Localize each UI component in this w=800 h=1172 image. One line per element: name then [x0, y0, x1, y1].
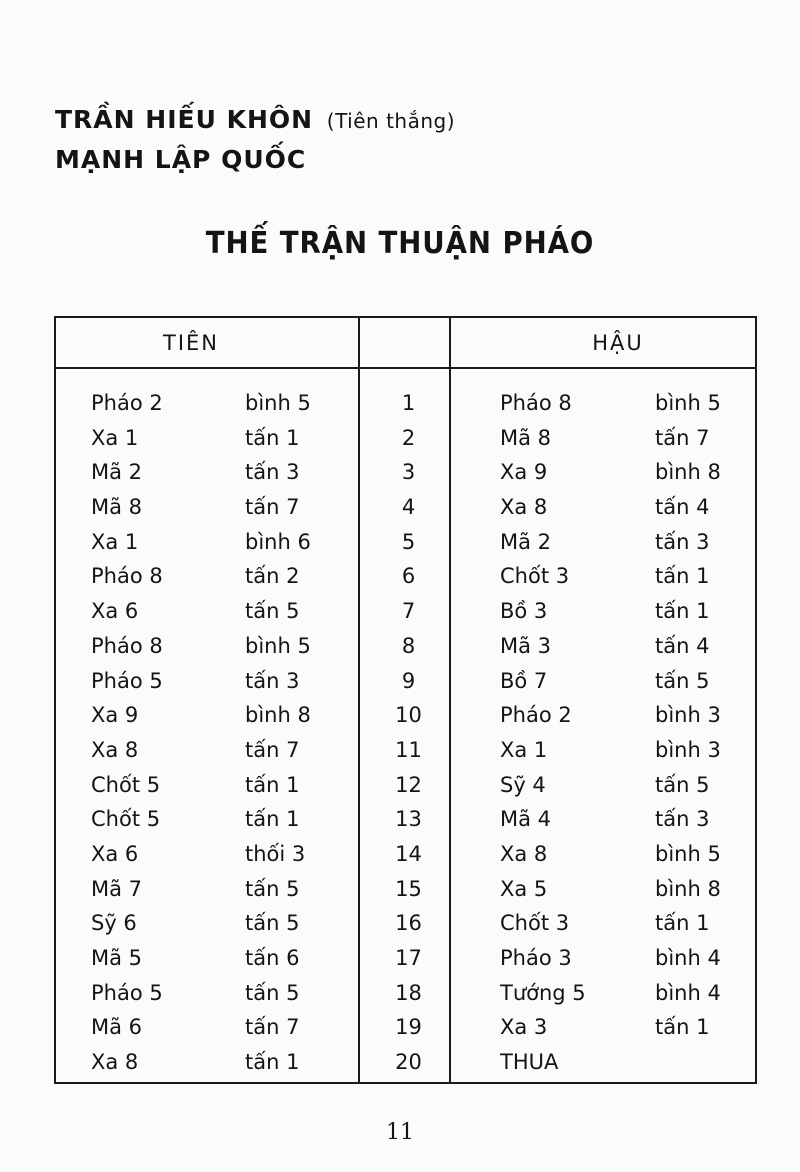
table-row: [56, 594, 756, 629]
table-row: [56, 906, 756, 941]
tien-move: tấn 1: [245, 807, 300, 832]
table-row: [56, 664, 756, 699]
tien-move: bình 8: [245, 703, 311, 728]
table-row: [56, 768, 756, 803]
hau-move: bình 4: [655, 980, 721, 1005]
tien-move: tấn 2: [245, 564, 300, 589]
hau-move: bình 3: [655, 703, 721, 728]
hau-move: tấn 4: [655, 633, 710, 658]
table-row: [56, 421, 756, 456]
table-row: [56, 386, 756, 421]
tien-piece: Xa 1: [91, 425, 139, 450]
player-first-name: TRẦN HIẾU KHÔN: [55, 105, 314, 134]
table-row: [56, 802, 756, 837]
moves-table: [54, 316, 757, 1084]
tien-move: tấn 7: [245, 1015, 300, 1040]
tien-move: tấn 6: [245, 946, 300, 970]
move-number: 17: [395, 946, 422, 970]
hau-move: bình 8: [655, 460, 721, 485]
tien-move: tấn 3: [245, 460, 300, 485]
hau-piece: Chốt 3: [500, 911, 570, 936]
table-row: [56, 490, 756, 525]
hau-piece: Mã 4: [500, 807, 552, 832]
tien-piece: Pháo 8: [91, 633, 163, 658]
tien-move: tấn 5: [245, 599, 300, 624]
tien-piece: Xa 8: [91, 737, 139, 762]
hau-move: tấn 1: [655, 911, 710, 936]
hau-move: tấn 1: [655, 1015, 710, 1040]
page-title: THẾ TRẬN THUẬN PHÁO: [205, 226, 595, 261]
hau-move: bình 5: [655, 391, 721, 415]
tien-piece: Mã 8: [91, 495, 143, 520]
table-row: [56, 1045, 756, 1080]
hau-piece: Xa 8: [500, 841, 548, 866]
move-number: 2: [401, 425, 416, 450]
table-row: [56, 1010, 756, 1045]
move-number: 7: [401, 599, 416, 624]
hau-piece: Tướng 5: [500, 980, 586, 1005]
tien-piece: Xa 6: [91, 599, 139, 624]
hau-piece: Pháo 3: [500, 946, 572, 970]
tien-piece: Xa 9: [91, 703, 139, 728]
hau-move: bình 8: [655, 876, 721, 901]
tien-piece: Xa 1: [91, 529, 139, 554]
table-row: [56, 455, 756, 490]
table-row: [56, 837, 756, 872]
tien-piece: Mã 2: [91, 460, 143, 485]
table-row: [56, 559, 756, 594]
hau-piece: Pháo 2: [500, 703, 572, 728]
tien-move: bình 5: [245, 391, 311, 415]
tien-piece: Mã 7: [91, 876, 143, 901]
tien-piece: Chốt 5: [91, 807, 161, 832]
tien-move: tấn 1: [245, 425, 300, 450]
hau-move: tấn 5: [655, 668, 710, 693]
header-hau: HẬU: [592, 331, 644, 355]
move-number: 1: [401, 391, 416, 415]
tien-move: tấn 3: [245, 668, 300, 693]
hau-piece: Mã 3: [500, 633, 552, 658]
hau-move: tấn 1: [655, 564, 710, 589]
tien-move: tấn 1: [245, 1050, 300, 1075]
hau-piece: Bồ 3: [500, 599, 548, 624]
tien-piece: Sỹ 6: [91, 911, 137, 936]
hau-piece: Chốt 3: [500, 564, 570, 589]
move-number: 5: [401, 529, 416, 554]
move-number: 15: [395, 876, 422, 901]
move-number: 18: [395, 980, 422, 1005]
tien-piece: Pháo 5: [91, 980, 163, 1005]
header-move-number: [360, 318, 449, 368]
hau-piece: Xa 3: [500, 1015, 548, 1040]
table-row: [56, 872, 756, 907]
tien-piece: Pháo 8: [91, 564, 163, 589]
hau-move: tấn 3: [655, 529, 710, 554]
table-row: [56, 733, 756, 768]
tien-piece: Xa 8: [91, 1050, 139, 1075]
tien-piece: Pháo 2: [91, 391, 163, 415]
table-row: [56, 976, 756, 1011]
tien-move: tấn 5: [245, 911, 300, 936]
tien-piece: Xa 6: [91, 841, 139, 866]
hau-piece: Xa 1: [500, 737, 548, 762]
table-row: [56, 629, 756, 664]
hau-move: bình 3: [655, 737, 721, 762]
move-number: 4: [401, 495, 416, 520]
tien-piece: Mã 5: [91, 946, 143, 970]
tien-move: tấn 5: [245, 980, 300, 1005]
table-row: [56, 698, 756, 733]
player-second: [55, 140, 455, 180]
move-number: 14: [395, 841, 422, 866]
moves-list: [56, 386, 756, 1080]
tien-move: tấn 7: [245, 737, 300, 762]
move-number: 11: [395, 737, 422, 762]
hau-move: bình 4: [655, 946, 721, 970]
tien-piece: Chốt 5: [91, 772, 161, 797]
move-number: 19: [395, 1015, 422, 1040]
player-first-note: (Tiên thắng): [326, 109, 456, 133]
tien-move: thối 3: [245, 841, 306, 866]
hau-move: tấn 3: [655, 807, 710, 832]
tien-move: tấn 7: [245, 495, 300, 520]
hau-move: tấn 4: [655, 495, 710, 520]
move-number: 9: [401, 668, 416, 693]
player-first: [55, 100, 455, 140]
move-number: 12: [395, 772, 422, 797]
hau-piece: THUA: [500, 1050, 559, 1075]
hau-piece: Xa 9: [500, 460, 548, 485]
player-second-name: MẠNH LẬP QUỐC: [55, 145, 307, 174]
hau-move: tấn 5: [655, 772, 710, 797]
header-tien: TIÊN: [163, 331, 219, 355]
move-number: 3: [401, 460, 416, 485]
move-number: 10: [395, 703, 422, 728]
hau-move: bình 5: [655, 841, 721, 866]
tien-piece: Pháo 5: [91, 668, 163, 693]
hau-piece: Mã 2: [500, 529, 552, 554]
hau-move: tấn 7: [655, 425, 710, 450]
tien-move: bình 5: [245, 633, 311, 658]
tien-move: tấn 1: [245, 772, 300, 797]
move-number: 6: [401, 564, 416, 589]
move-number: 13: [395, 807, 422, 832]
tien-move: bình 6: [245, 529, 311, 554]
players-block: [55, 100, 455, 180]
hau-piece: Xa 5: [500, 876, 548, 901]
table-row: [56, 525, 756, 560]
move-number: 20: [395, 1050, 422, 1075]
hau-piece: Mã 8: [500, 425, 552, 450]
page-number: 11: [386, 1120, 414, 1145]
hau-piece: Bồ 7: [500, 668, 548, 693]
table-row: [56, 941, 756, 976]
hau-piece: Sỹ 4: [500, 772, 546, 797]
move-number: 16: [395, 911, 422, 936]
hau-piece: Xa 8: [500, 495, 548, 520]
hau-piece: Pháo 8: [500, 391, 572, 415]
tien-move: tấn 5: [245, 876, 300, 901]
hau-move: tấn 1: [655, 599, 710, 624]
move-number: 8: [401, 633, 416, 658]
tien-piece: Mã 6: [91, 1015, 143, 1040]
